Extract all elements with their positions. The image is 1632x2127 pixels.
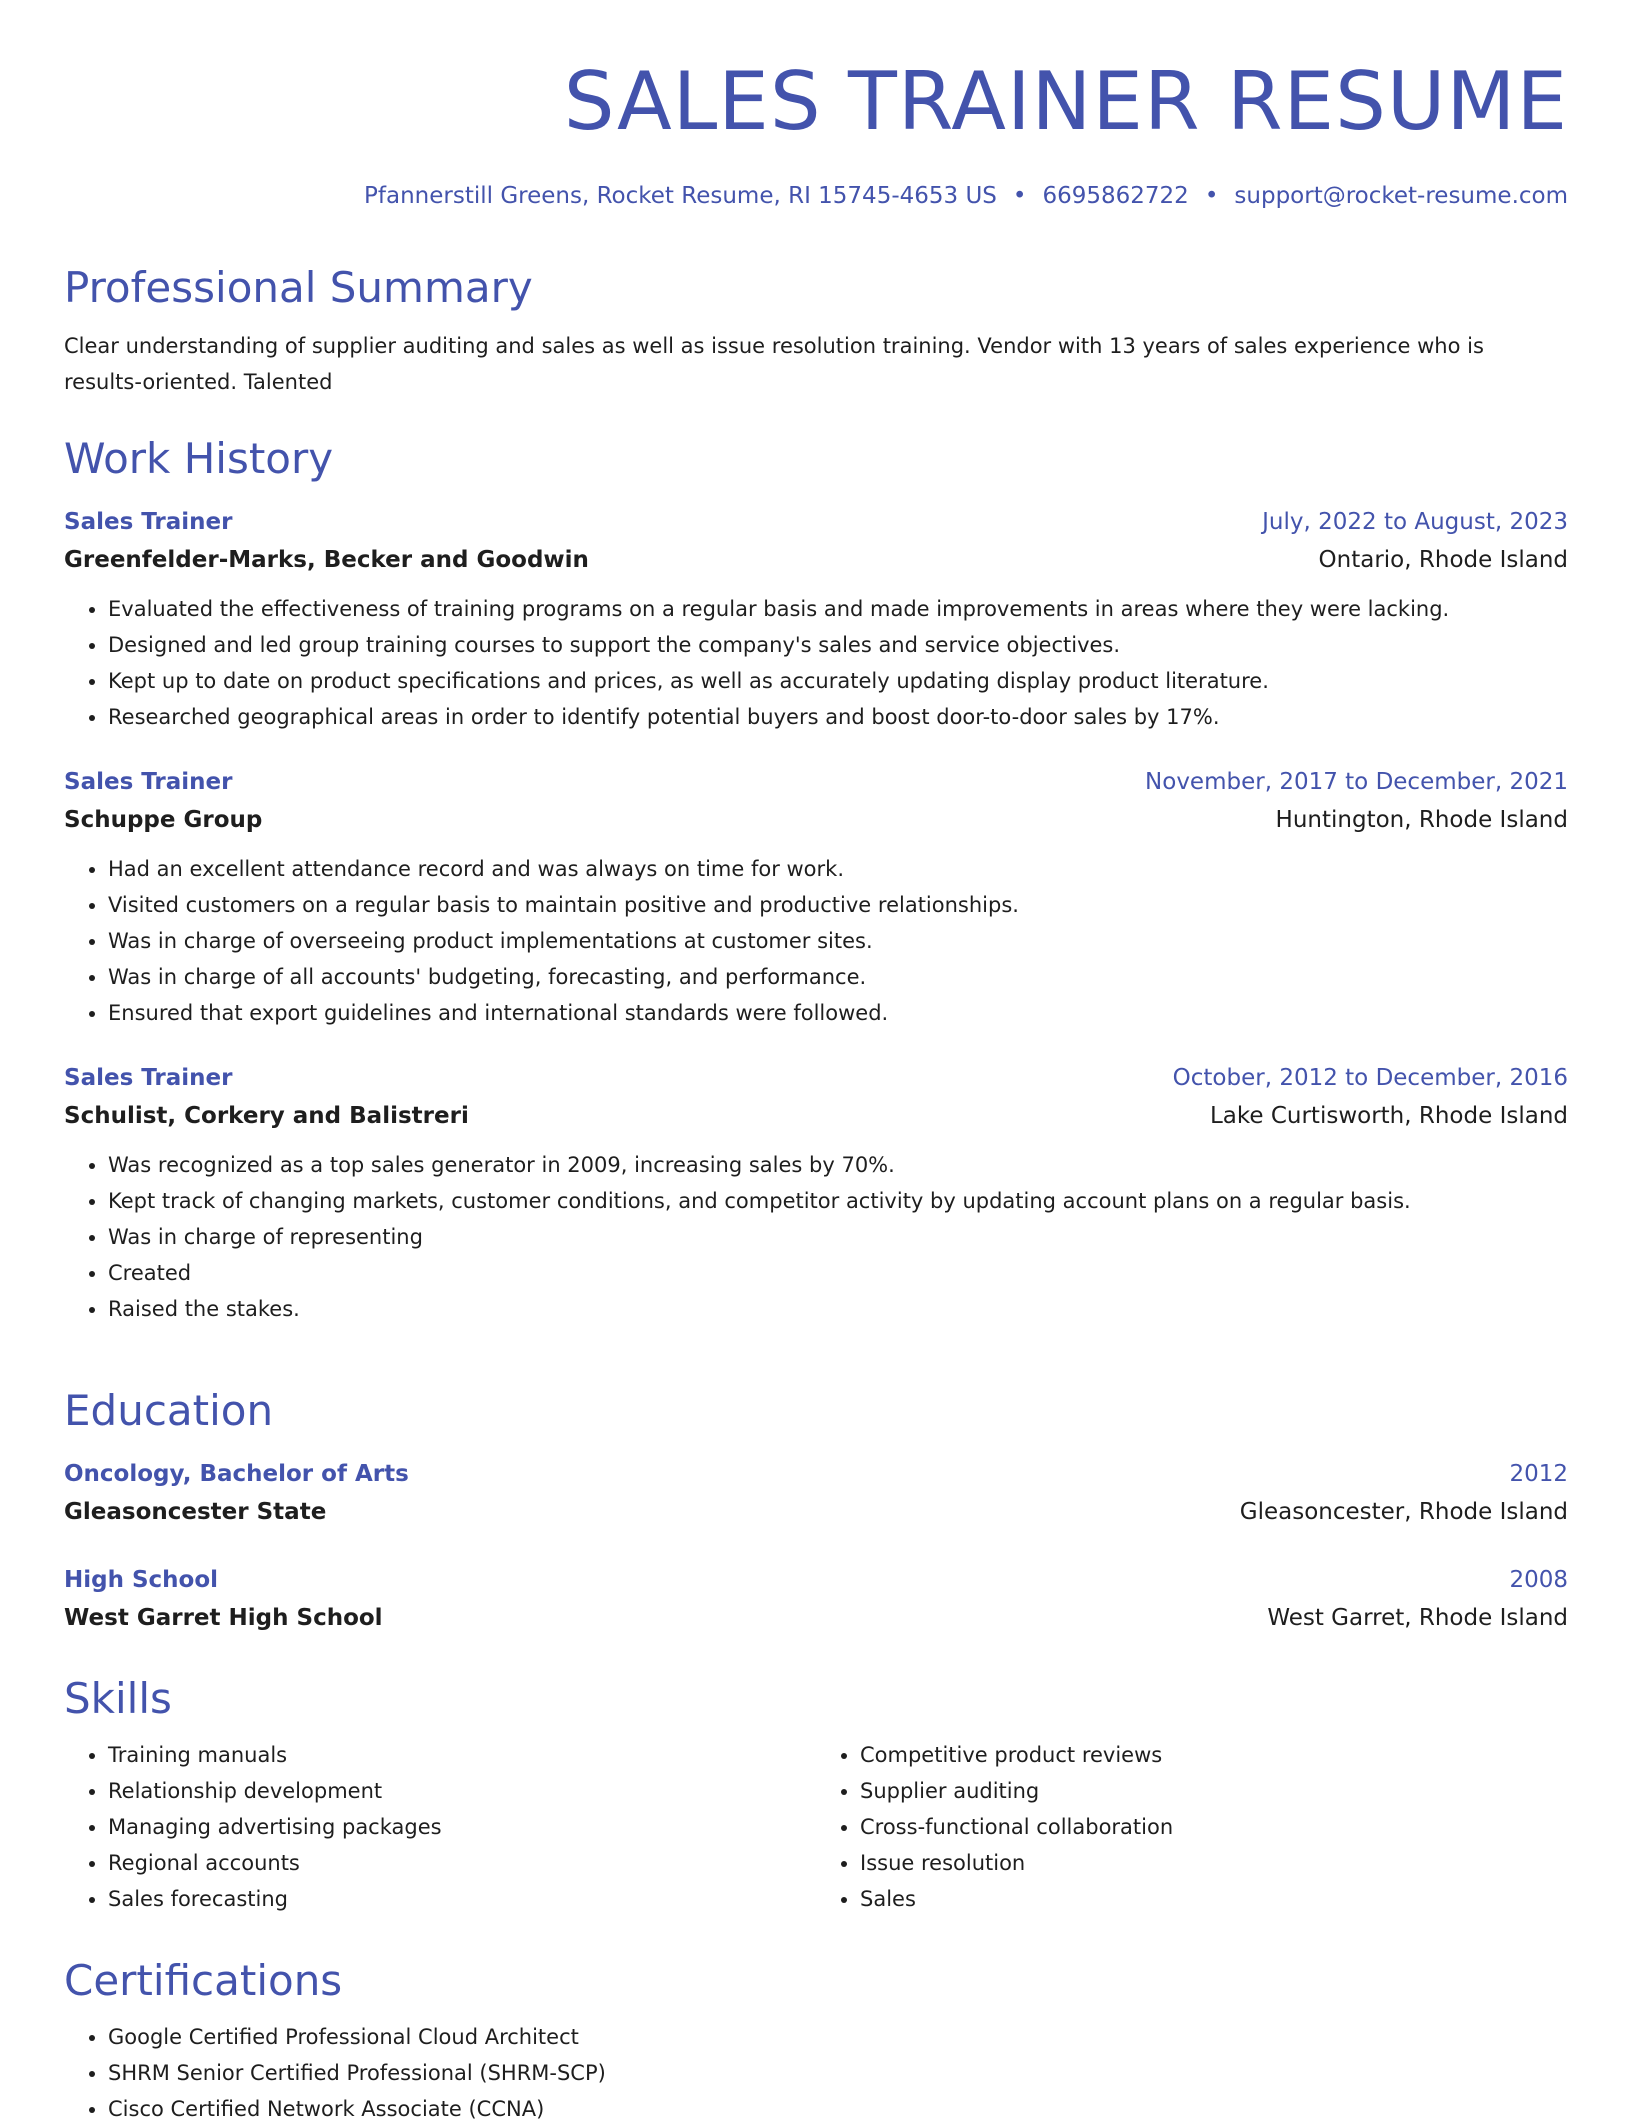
education-school-row	[64, 1599, 1568, 1637]
skill-item: • Supplier auditing	[860, 1773, 1568, 1809]
education-location: West Garret, Rhode Island	[1267, 1605, 1568, 1631]
job-bullet: • Was in charge of overseeing product implementations at customer sites.	[108, 923, 1568, 959]
job-entry	[64, 1059, 1568, 1327]
job-bullet: • Ensured that export guidelines and international standards were followed.	[108, 995, 1568, 1031]
contact-address: Pfannerstill Greens, Rocket Resume, RI 15745-4653 US	[364, 183, 997, 209]
job-bullet: • Kept up to date on product specifications and prices, as well as accurately updating display product literature.	[108, 663, 1568, 699]
job-bullet: • Designed and led group training courses to support the company's sales and service objectives.	[108, 627, 1568, 663]
section-heading-summary: Professional Summary	[64, 263, 533, 312]
skills-section	[64, 1673, 1568, 1917]
contact-email[interactable]: support@rocket-resume.com	[1234, 183, 1568, 209]
job-header-row	[64, 763, 1568, 801]
job-bullet: • Kept track of changing markets, customer conditions, and competitor activity by updating account plans on a regular basis.	[108, 1183, 1568, 1219]
education-year: 2008	[1509, 1567, 1568, 1593]
job-header-row	[64, 503, 1568, 541]
section-heading-work-history: Work History	[64, 434, 334, 483]
skills-list-right	[816, 1737, 1568, 1917]
contact-separator: •	[1204, 183, 1219, 209]
job-bullet: • Was in charge of representing	[108, 1219, 1568, 1255]
job-bullet: • Was recognized as a top sales generator in 2009, increasing sales by 70%.	[108, 1147, 1568, 1183]
job-location: Ontario, Rhode Island	[1318, 547, 1568, 573]
section-heading-education: Education	[64, 1386, 274, 1435]
education-degree: High School	[64, 1567, 219, 1593]
job-header-row	[64, 1059, 1568, 1097]
job-role: Sales Trainer	[64, 769, 233, 795]
job-bullet: • Had an excellent attendance record and was always on time for work.	[108, 851, 1568, 887]
job-bullet: • Created	[108, 1255, 1568, 1291]
skill-item: • Sales forecasting	[108, 1881, 816, 1917]
education-section	[64, 1385, 1568, 1637]
education-school: West Garret High School	[64, 1605, 383, 1631]
skill-item: • Issue resolution	[860, 1845, 1568, 1881]
job-bullet: • Visited customers on a regular basis to maintain positive and productive relationships.	[108, 887, 1568, 923]
job-dates: July, 2022 to August, 2023	[1262, 509, 1568, 535]
job-bullet: • Raised the stakes.	[108, 1291, 1568, 1327]
section-heading-certifications: Certifications	[64, 1956, 343, 2005]
certification-item: • Google Certified Professional Cloud Architect	[108, 2019, 1568, 2055]
skill-item: • Training manuals	[108, 1737, 816, 1773]
education-location: Gleasoncester, Rhode Island	[1239, 1499, 1568, 1525]
education-entry	[64, 1561, 1568, 1637]
skill-item: • Cross-functional collaboration	[860, 1809, 1568, 1845]
job-entry	[64, 763, 1568, 1031]
job-bullet: • Was in charge of all accounts' budgeting, forecasting, and performance.	[108, 959, 1568, 995]
certifications-list	[64, 2019, 1568, 2127]
education-degree: Oncology, Bachelor of Arts	[64, 1461, 409, 1487]
resume-title: SALES TRAINER RESUME	[563, 55, 1568, 148]
job-dates: November, 2017 to December, 2021	[1145, 769, 1568, 795]
certification-item: • Cisco Certified Network Associate (CCNA)	[108, 2091, 1568, 2127]
skill-item: • Relationship development	[108, 1773, 816, 1809]
job-bullet: • Researched geographical areas in order to identify potential buyers and boost door-to-door sales by 17%.	[108, 699, 1568, 735]
skills-list-left	[64, 1737, 816, 1917]
skills-columns	[64, 1725, 1568, 1917]
job-company-row	[64, 801, 1568, 839]
job-role: Sales Trainer	[64, 1065, 233, 1091]
skill-item: • Competitive product reviews	[860, 1737, 1568, 1773]
job-bullet: • Evaluated the effectiveness of training programs on a regular basis and made improvements in areas where they were lacking.	[108, 591, 1568, 627]
section-heading-skills: Skills	[64, 1674, 172, 1723]
job-bullets	[64, 591, 1568, 735]
certification-item: • SHRM Senior Certified Professional (SHRM-SCP)	[108, 2055, 1568, 2091]
job-location: Huntington, Rhode Island	[1275, 807, 1568, 833]
education-header-row	[64, 1561, 1568, 1599]
job-entry	[64, 503, 1568, 735]
education-header-row	[64, 1455, 1568, 1493]
job-role: Sales Trainer	[64, 509, 233, 535]
professional-summary-section	[64, 262, 1568, 400]
job-bullets	[64, 851, 1568, 1031]
skill-item: • Sales	[860, 1881, 1568, 1917]
education-entry	[64, 1455, 1568, 1531]
contact-line	[64, 182, 1568, 210]
job-company: Schuppe Group	[64, 807, 263, 833]
job-location: Lake Curtisworth, Rhode Island	[1209, 1103, 1568, 1129]
job-company: Schulist, Corkery and Balistreri	[64, 1103, 469, 1129]
work-history-section	[64, 433, 1568, 1327]
job-company: Greenfelder-Marks, Becker and Goodwin	[64, 547, 589, 573]
skill-item: • Regional accounts	[108, 1845, 816, 1881]
job-company-row	[64, 541, 1568, 579]
contact-separator: •	[1012, 183, 1027, 209]
summary-text: Clear understanding of supplier auditing and sales as well as issue resolution training. Vendor with 13 years of sales experience who is results-oriented. Talented	[64, 334, 1484, 394]
job-dates: October, 2012 to December, 2016	[1172, 1065, 1568, 1091]
certifications-section	[64, 1955, 1568, 2127]
education-school: Gleasoncester State	[64, 1499, 327, 1525]
education-year: 2012	[1509, 1461, 1568, 1487]
job-company-row	[64, 1097, 1568, 1135]
job-bullets	[64, 1147, 1568, 1327]
education-school-row	[64, 1493, 1568, 1531]
skill-item: • Managing advertising packages	[108, 1809, 816, 1845]
contact-phone: 6695862722	[1042, 183, 1189, 209]
